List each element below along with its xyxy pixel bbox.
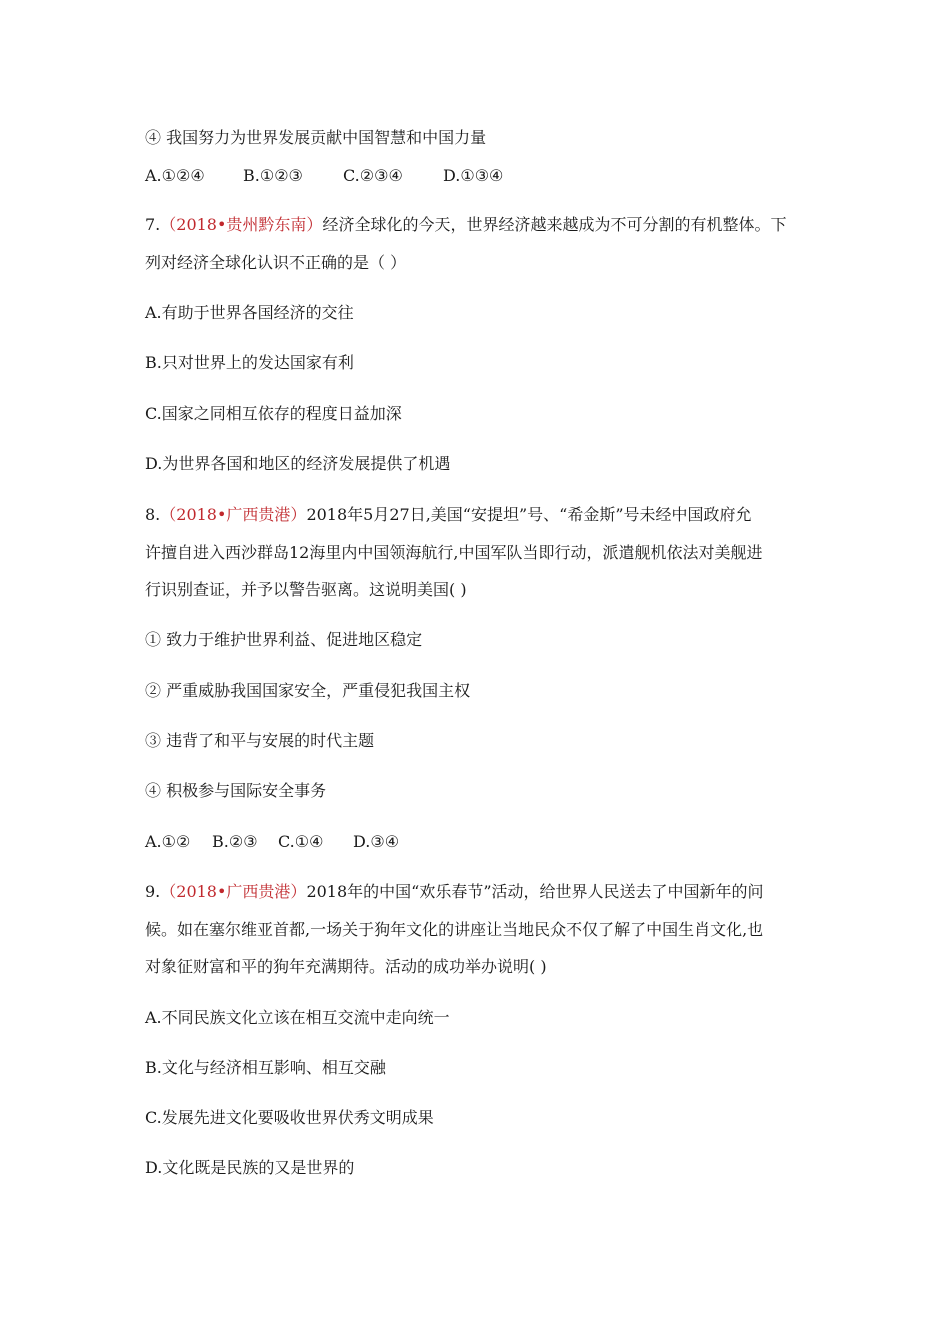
- q9-choice-d: D.文化既是民族的又是世界的: [145, 1158, 355, 1177]
- q6-options: [145, 166, 503, 186]
- q7-source: （2018•贵州黔东南）: [160, 215, 323, 234]
- q9-source: （2018•广西贵港）: [160, 882, 307, 901]
- q9-stem-line-3: 对象征财富和平的狗年充满期待。活动的成功举办说明( ): [145, 957, 547, 976]
- q8-item-2: ② 严重威胁我国国家安全，严重侵犯我国主权: [145, 681, 471, 700]
- q7-stem-text: 经济全球化的今天，世界经济越来越成为不可分割的有机整体。下: [322, 215, 787, 234]
- q9-choice-a: A.不同民族文化立该在相互交流中走向统一: [145, 1008, 450, 1027]
- q8-number: 8.: [145, 505, 161, 524]
- q7-number: 7.: [145, 215, 161, 234]
- q9-choice-c: C.发展先进文化要吸收世界伏秀文明成果: [145, 1108, 434, 1127]
- q9-choice-b: B.文化与经济相互影响、相互交融: [145, 1058, 386, 1077]
- q9-stem-line-1: [145, 882, 764, 902]
- q7-stem-line-1: [145, 215, 786, 235]
- q8-item-1: ① 致力于维护世界利益、促进地区稳定: [145, 630, 423, 649]
- q7-choice-a: A.有助于世界各国经济的交往: [145, 303, 354, 322]
- q9-stem-text: 2018年的中国“欢乐春节”活动，给世界人民送去了中国新年的问: [306, 882, 764, 901]
- q8-option-d: D.③④: [353, 832, 400, 851]
- q9-number: 9.: [145, 882, 161, 901]
- q8-source: （2018•广西贵港）: [160, 505, 307, 524]
- q7-stem-line-2: 列对经济全球化认识不正确的是（ ）: [145, 253, 407, 272]
- q8-stem-line-1: [145, 505, 752, 525]
- q9-stem-line-2: 候。如在塞尔维亚首都,一场关于狗年文化的讲座让当地民众不仅了解了中国生肖文化,也: [145, 920, 764, 939]
- q8-item-3: ③ 违背了和平与安展的时代主题: [145, 731, 375, 750]
- q6-option-b: B.①②③: [243, 166, 303, 185]
- q6-option-a: A.①②④: [145, 166, 205, 185]
- q8-item-4: ④ 积极参与国际安全事务: [145, 781, 327, 800]
- q8-option-c: C.①④: [278, 832, 324, 851]
- q8-option-b: B.②③: [212, 832, 258, 851]
- q8-stem-line-2: 许擅自进入西沙群岛12海里内中国领海航行,中国军队当即行动，派遣舰机依法对美舰进: [145, 543, 763, 562]
- q6-item-4: ④ 我国努力为世界发展贡献中国智慧和中国力量: [145, 128, 487, 147]
- q6-option-d: D.①③④: [443, 166, 504, 185]
- q8-stem-text: 2018年5月27日,美国“安提坦”号、“希金斯”号未经中国政府允: [306, 505, 752, 524]
- q7-choice-b: B.只对世界上的发达国家有利: [145, 353, 354, 372]
- q6-option-c: C.②③④: [343, 166, 403, 185]
- q7-choice-c: C.国家之同相互依存的程度日益加深: [145, 404, 402, 423]
- q8-option-a: A.①②: [145, 832, 191, 851]
- q8-options: [145, 832, 399, 852]
- q8-stem-line-3: 行识别查证，并予以警告驱离。这说明美国( ): [145, 580, 467, 599]
- q7-choice-d: D.为世界各国和地区的经济发展提供了机遇: [145, 454, 451, 473]
